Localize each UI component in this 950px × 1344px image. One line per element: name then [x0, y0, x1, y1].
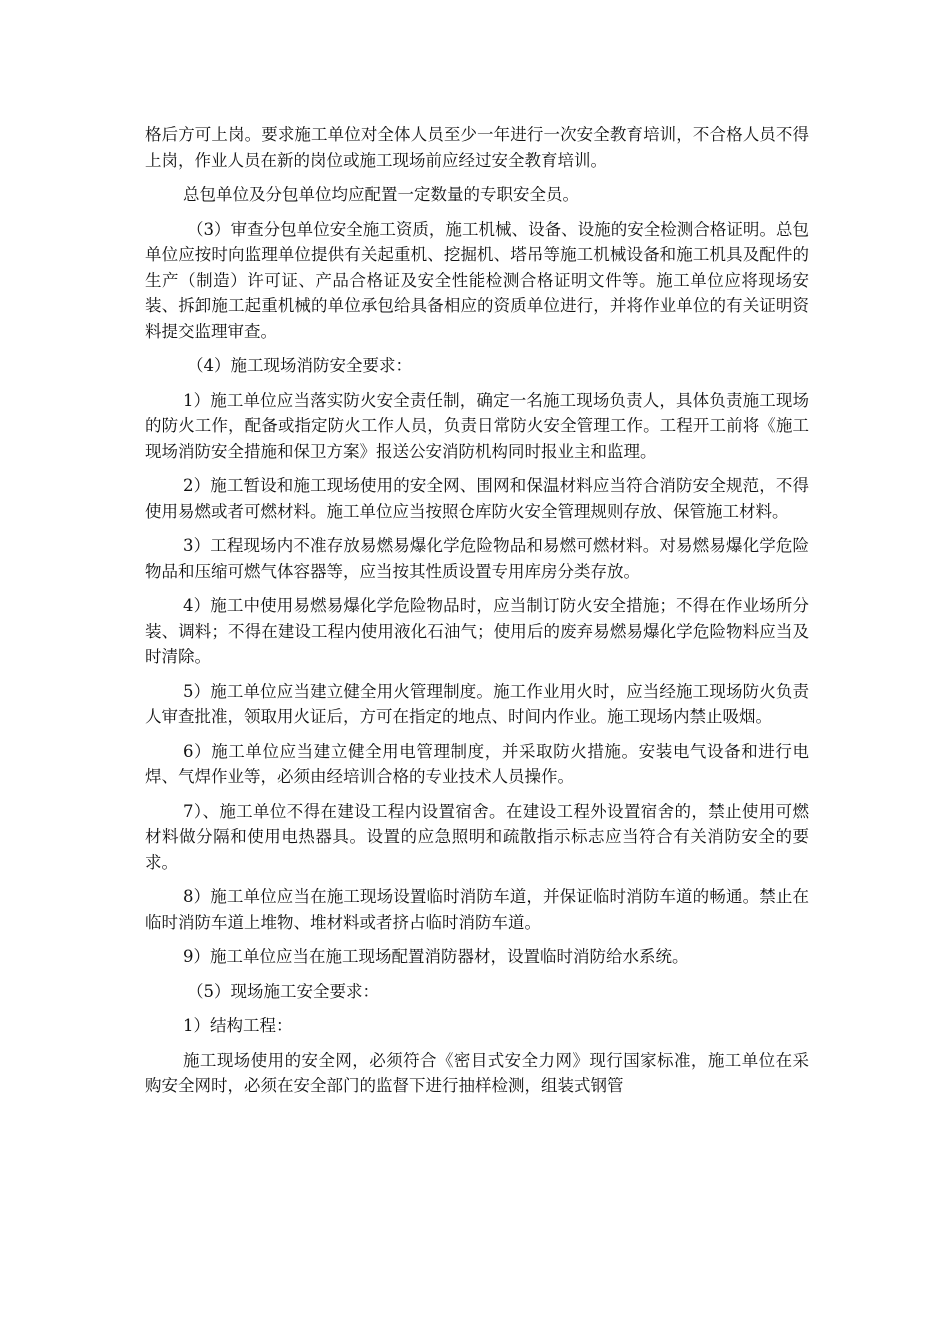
paragraph-item-3: （3）审查分包单位安全施工资质，施工机械、设备、设施的安全检测合格证明。总包单位应按时向监理单位提供有关起重机、挖掘机、塔吊等施工机械设备和施工机具及配件的生产（制造）许可证、产品合格证及安全性能检测合格证明文件等。施工单位应将现场安装、拆卸施工起重机械的单位承包给具备相应的资质单位进行，并将作业单位的有关证明资料提交监理审查。 [145, 219, 809, 341]
document-body [145, 122, 809, 1108]
paragraph-fire-8: 8）施工单位应当在施工现场设置临时消防车道，并保证临时消防车道的畅通。禁止在临时消防车道上堆物、堆材料或者挤占临时消防车道。 [145, 887, 809, 932]
paragraph-fire-1: 1）施工单位应当落实防火安全责任制，确定一名施工现场负责人，具体负责施工现场的防火工作，配备或指定防火工作人员，负责日常防火安全管理工作。工程开工前将《施工现场消防安全措施和保卫方案》报送公安消防机构同时报业主和监理。 [145, 390, 809, 461]
paragraph-safety-net: 施工现场使用的安全网，必须符合《密目式安全力网》现行国家标准，施工单位在采购安全网时，必须在安全部门的监督下进行抽样检测，组装式钢管 [145, 1050, 809, 1095]
paragraph-fire-2: 2）施工暂设和施工现场使用的安全网、围网和保温材料应当符合消防安全规范，不得使用易燃或者可燃材料。施工单位应当按照仓库防火安全管理规则存放、保管施工材料。 [145, 476, 809, 521]
paragraph-fire-5: 5）施工单位应当建立健全用火管理制度。施工作业用火时，应当经施工现场防火负责人审查批准，领取用火证后，方可在指定的地点、时间内作业。施工现场内禁止吸烟。 [145, 681, 809, 726]
paragraph-fire-7: 7）、施工单位不得在建设工程内设置宿舍。在建设工程外设置宿舍的，禁止使用可燃材料做分隔和使用电热器具。设置的应急照明和疏散指示标志应当符合有关消防安全的要求。 [145, 801, 809, 872]
heading-structural-works: 1）结构工程： [183, 1016, 293, 1035]
paragraph-fire-9: 9）施工单位应当在施工现场配置消防器材，设置临时消防给水系统。 [183, 947, 689, 966]
paragraph-continuation: 格后方可上岗。要求施工单位对全体人员至少一年进行一次安全教育培训，不合格人员不得上岗，作业人员在新的岗位或施工现场前应经过安全教育培训。 [145, 125, 809, 170]
paragraph-safety-officer: 总包单位及分包单位均应配置一定数量的专职安全员。 [183, 185, 579, 204]
paragraph-fire-3: 3）工程现场内不准存放易燃易爆化学危险物品和易燃可燃材料。对易燃易爆化学危险物品和压缩可燃气体容器等，应当按其性质设置专用库房分类存放。 [145, 536, 809, 581]
heading-construction-safety: （5）现场施工安全要求： [187, 981, 379, 1001]
paragraph-fire-6: 6）施工单位应当建立健全用电管理制度，并采取防火措施。安装电气设备和进行电焊、气焊作业等，必须由经培训合格的专业技术人员操作。 [145, 741, 809, 786]
heading-fire-safety: （4）施工现场消防安全要求： [187, 356, 412, 375]
paragraph-fire-4: 4）施工中使用易燃易爆化学危险物品时，应当制订防火安全措施；不得在作业场所分装、调料；不得在建设工程内使用液化石油气；使用后的废弃易燃易爆化学危险物料应当及时清除。 [145, 596, 809, 666]
